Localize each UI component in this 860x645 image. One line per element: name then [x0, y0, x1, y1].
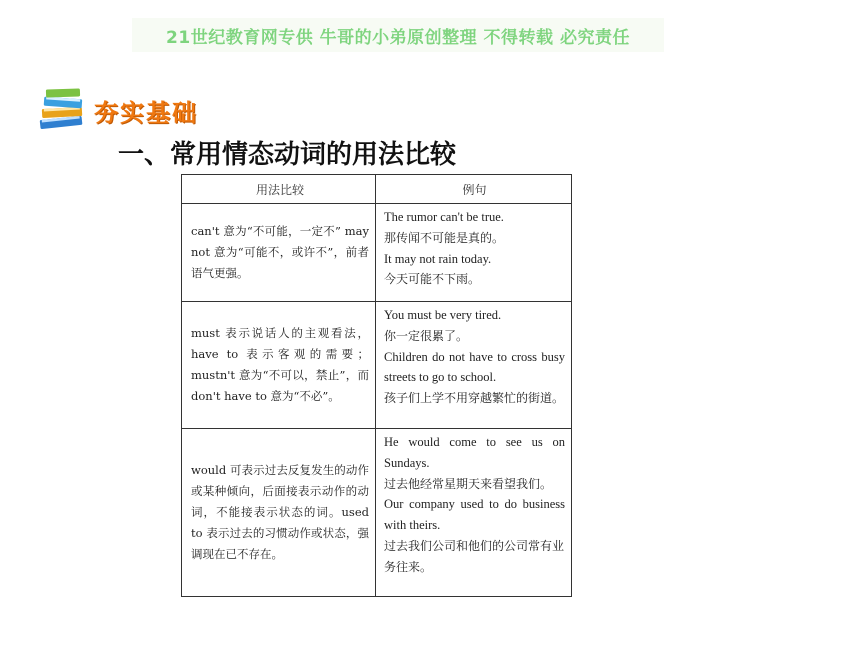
usage-cell [182, 302, 376, 428]
example-line: He would come to see us on Sundays. [384, 435, 565, 470]
example-line: Our company used to do business with theirs. [384, 497, 565, 533]
example-line: Children do not have to cross busy streets to go to school. [384, 349, 565, 385]
usage-cell [182, 429, 376, 596]
examples-cell [376, 302, 571, 428]
examples-cell [376, 429, 571, 596]
header-banner [132, 18, 664, 52]
example-line: 孩子们上学不用穿越繁忙的街道。 [384, 391, 565, 406]
example-line: 今天可能不下雨。 [384, 272, 481, 287]
example-line: 你一定很累了。 [384, 328, 469, 343]
column-header-usage: 用法比较 [182, 175, 376, 203]
banner-text: 21世纪教育网专供 牛哥的小弟原创整理 不得转载 必究责任 [166, 27, 630, 48]
table-header-row [182, 175, 571, 203]
examples-cell [376, 204, 571, 301]
example-line: It may not rain today. [384, 251, 492, 266]
example-line: The rumor can't be true. [384, 210, 504, 224]
usage-text: can't 意为“不可能，一定不” may not 意为“可能不，或许不”，前者语气更强。 [191, 224, 369, 280]
example-line: 那传闻不可能是真的。 [384, 230, 505, 245]
section-header [36, 88, 198, 132]
usage-text: would 可表示过去反复发生的动作或某种倾向，后面接表示动作的动词，不能接表示状态的词。used to 表示过去的习惯动作或状态，强调现在已不存在。 [191, 463, 369, 561]
example-line: 过去他经常星期天来看望我们。 [384, 476, 553, 491]
example-line: 过去我们公司和他们的公司常有业务往来。 [384, 538, 565, 574]
section-label: 夯实基础 [94, 98, 198, 127]
usage-table [181, 174, 572, 597]
column-header-examples: 例句 [462, 182, 487, 197]
example-line: You must be very tired. [384, 308, 502, 322]
usage-cell [182, 204, 376, 301]
books-icon [36, 88, 90, 132]
page-title: 一、常用情态动词的用法比较 [118, 140, 457, 170]
usage-text: must 表示说话人的主观看法，have to 表示客观的需要；mustn't 意为“不可以，禁止”，而 don't have to 意为“不必”。 [191, 326, 369, 403]
table-row [182, 203, 571, 301]
table-row [182, 428, 571, 596]
table-row [182, 301, 571, 428]
